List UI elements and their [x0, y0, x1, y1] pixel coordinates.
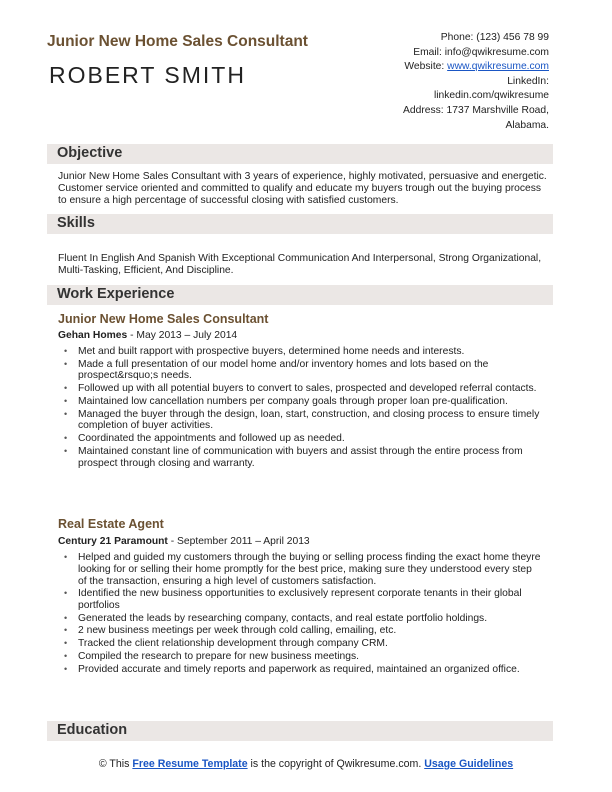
list-item	[60, 433, 542, 445]
section-title: Education	[57, 722, 128, 738]
skills-section-header	[47, 214, 553, 234]
list-item	[60, 552, 542, 587]
job-dates: - May 2013 – July 2014	[127, 330, 238, 341]
free-resume-template-link[interactable]: Free Resume Template	[132, 758, 248, 770]
bullet-text: Compiled the research to prepare for new business meetings.	[78, 650, 360, 662]
company-name: Gehan Homes	[58, 330, 128, 341]
job-role: Junior New Home Sales Consultant	[58, 312, 269, 326]
contact-website	[289, 60, 549, 75]
job-role: Real Estate Agent	[58, 517, 164, 531]
bullet-icon: •	[64, 445, 68, 456]
linkedin-value: linkedin.com/qwikresume	[433, 90, 549, 102]
job-dates: - September 2011 – April 2013	[167, 536, 310, 547]
bullet-icon: •	[64, 638, 68, 649]
section-title: Skills	[57, 215, 95, 231]
linkedin-label: LinkedIn:	[507, 75, 549, 87]
copyright-footer	[0, 757, 612, 771]
contact-block	[289, 31, 549, 133]
candidate-name: ROBERT SMITH	[49, 62, 246, 88]
bullet-text: Generated the leads by researching company, contacts, and real estate portfolio holdings.	[78, 612, 488, 624]
address-line2: Alabama.	[505, 119, 549, 131]
list-item	[60, 664, 542, 676]
email-value: info@qwikresume.com	[444, 46, 549, 58]
website-link[interactable]: www.qwikresume.com	[447, 61, 549, 73]
job-bullet-list	[60, 552, 542, 676]
list-item	[60, 613, 542, 625]
footer-prefix: © This	[98, 758, 133, 770]
objective-text: Junior New Home Sales Consultant with 3 years of experience, highly motivated, persuasive and energetic. Customer service oriented and committed to qualify and educate my buyers trough out the buying process to ensure a high percentage of successful closing with satisfied customers.	[58, 171, 547, 206]
list-item	[60, 346, 542, 358]
bullet-icon: •	[64, 383, 68, 394]
bullet-icon: •	[64, 612, 68, 623]
footer-middle: is the copyright of Qwikresume.com.	[247, 758, 425, 770]
contact-email	[289, 46, 549, 61]
bullet-icon: •	[64, 358, 68, 369]
bullet-text: Coordinated the appointments and followed up as needed.	[78, 433, 345, 445]
bullet-text: Followed up with all potential buyers to convert to sales, prospected and developed referral contacts.	[78, 383, 537, 395]
list-item	[60, 446, 542, 470]
section-title: Objective	[57, 145, 123, 161]
bullet-text: Managed the buyer through the design, loan, start, construction, and closing process to ensure timely completion of buyer activities.	[78, 408, 540, 432]
bullet-text: Made a full presentation of our model home and/or inventory homes and lots based on the prospect&rsquo;s needs.	[78, 358, 489, 382]
skills-text: Fluent In English And Spanish With Exceptional Communication And Interpersonal, Strong Organizational, Multi-Tasking, Efficient, And Discipline.	[58, 253, 542, 276]
bullet-text: Helped and guided my customers through the buying or selling process finding the exact home theyre looking for or selling their home promptly for the best price, making sure they understood every step of the transaction, ensuring a high level of customers satisfaction.	[78, 552, 541, 587]
section-title: Work Experience	[57, 286, 175, 302]
resume-job-title: Junior New Home Sales Consultant	[47, 33, 308, 50]
list-item	[60, 651, 542, 663]
work-experience-section-header	[47, 285, 553, 305]
list-item	[60, 383, 542, 395]
bullet-icon: •	[64, 395, 68, 406]
list-item	[60, 638, 542, 650]
address-line1: 1737 Marshville Road,	[446, 104, 549, 116]
contact-address	[289, 104, 549, 119]
bullet-icon: •	[64, 650, 68, 661]
website-label: Website:	[404, 61, 445, 73]
education-section-header	[47, 721, 553, 741]
list-item	[60, 359, 542, 383]
bullet-text: Maintained low cancellation numbers per company goals through proper loan pre-qualification.	[78, 395, 508, 407]
contact-phone	[289, 31, 549, 46]
bullet-text: Identified the new business opportunities to exclusively represent corporate tenants in their global portfolios	[78, 588, 522, 612]
job-company-line	[58, 330, 237, 341]
phone-value: (123) 456 78 99	[476, 32, 549, 43]
list-item	[60, 588, 542, 612]
list-item	[60, 409, 542, 433]
email-label: Email:	[413, 46, 442, 58]
bullet-text: 2 new business meetings per week through cold calling, emailing, etc.	[78, 625, 397, 637]
address-label: Address:	[403, 104, 444, 116]
objective-section-header	[47, 144, 553, 164]
bullet-text: Maintained constant line of communication with buyers and assist through the entire process from prospect through closing and warranty.	[78, 445, 523, 469]
company-name: Century 21 Paramount	[58, 536, 168, 547]
bullet-icon: •	[64, 663, 68, 674]
bullet-icon: •	[64, 552, 68, 562]
usage-guidelines-link[interactable]: Usage Guidelines	[424, 758, 514, 770]
job-company-line	[58, 536, 310, 547]
bullet-icon: •	[64, 408, 68, 419]
bullet-icon: •	[64, 433, 68, 444]
bullet-text: Tracked the client relationship development through company CRM.	[78, 638, 388, 650]
bullet-text: Met and built rapport with prospective buyers, determined home needs and interests.	[78, 346, 465, 357]
bullet-icon: •	[64, 625, 68, 636]
list-item	[60, 396, 542, 408]
bullet-icon: •	[64, 588, 68, 599]
list-item	[60, 625, 542, 637]
bullet-icon: •	[64, 346, 68, 356]
job-bullet-list	[60, 346, 542, 470]
bullet-text: Provided accurate and timely reports and paperwork as required, maintained an organized office.	[78, 663, 520, 675]
phone-label: Phone:	[440, 32, 474, 43]
